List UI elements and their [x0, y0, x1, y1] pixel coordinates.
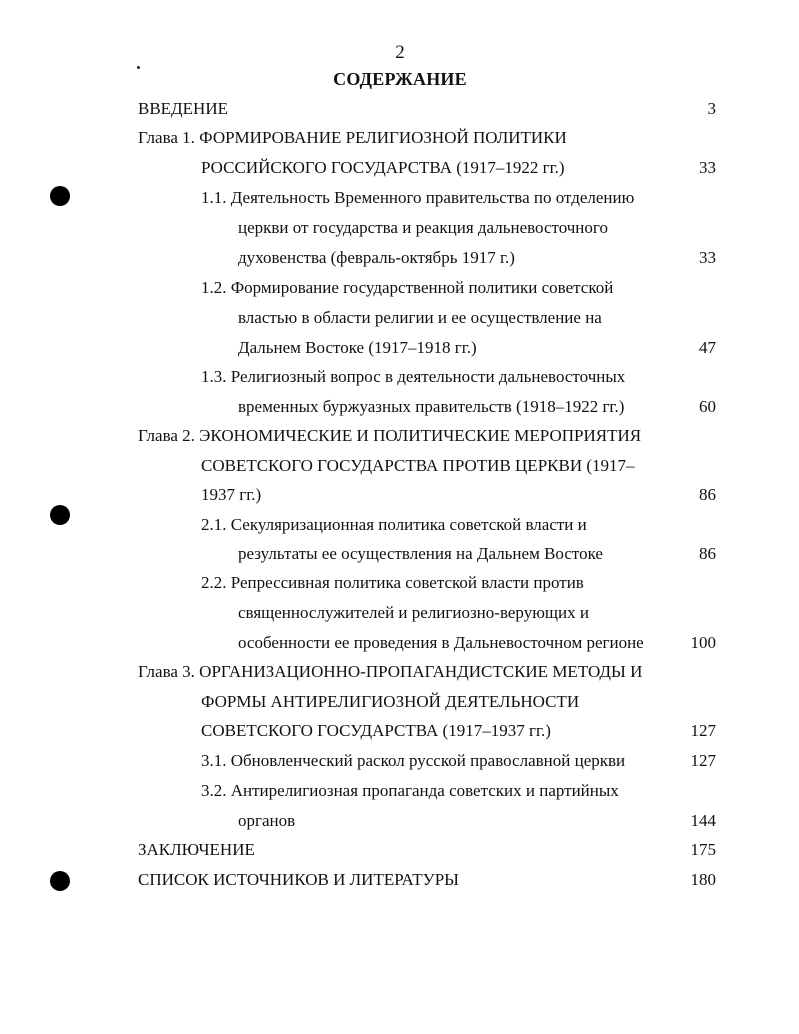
toc-ch2-page: 86 — [699, 485, 716, 504]
punch-hole-bottom — [50, 871, 70, 891]
toc-ch2-line2: СОВЕТСКОГО ГОСУДАРСТВА ПРОТИВ ЦЕРКВИ (1917– — [201, 456, 635, 475]
toc-sources: СПИСОК ИСТОЧНИКОВ И ЛИТЕРАТУРЫ — [138, 870, 459, 889]
toc-conclusion-page: 175 — [690, 840, 716, 859]
toc-1-1-page: 33 — [699, 248, 716, 267]
toc-intro: ВВЕДЕНИЕ — [138, 99, 228, 118]
toc-1-2-line2: властью в области религии и ее осуществление на — [238, 308, 602, 327]
page-number: 2 — [395, 42, 405, 63]
punch-hole-top — [50, 186, 70, 206]
toc-ch3-line3: СОВЕТСКОГО ГОСУДАРСТВА (1917–1937 гг.) — [201, 721, 551, 740]
toc-1-1-line1: 1.1. Деятельность Временного правительства по отделению — [201, 188, 635, 207]
toc-intro-page: 3 — [707, 99, 716, 118]
toc-2-1-line2: результаты ее осуществления на Дальнем Востоке — [238, 544, 603, 563]
toc-2-1-line1: 2.1. Секуляризационная политика советской власти и — [201, 515, 587, 534]
toc-conclusion: ЗАКЛЮЧЕНИЕ — [138, 840, 255, 859]
toc-2-2-page: 100 — [690, 633, 716, 652]
toc-1-3-page: 60 — [699, 397, 716, 416]
toc-1-1-line2: церкви от государства и реакция дальневосточного — [238, 218, 608, 237]
toc-ch3-line1: Глава 3. ОРГАНИЗАЦИОННО-ПРОПАГАНДИСТСКИЕ МЕТОДЫ И — [138, 662, 643, 681]
toc-ch1-line1: Глава 1. ФОРМИРОВАНИЕ РЕЛИГИОЗНОЙ ПОЛИТИКИ — [138, 128, 567, 147]
toc-2-2-line1: 2.2. Репрессивная политика советской власти против — [201, 573, 584, 592]
toc-1-2-page: 47 — [699, 338, 716, 357]
toc-ch2-line1: Глава 2. ЭКОНОМИЧЕСКИЕ И ПОЛИТИЧЕСКИЕ МЕРОПРИЯТИЯ — [138, 426, 642, 445]
toc-2-2-line2: священнослужителей и религиозно-верующих и — [238, 603, 589, 622]
toc-ch3-page: 127 — [690, 721, 716, 740]
toc-sources-page: 180 — [690, 870, 716, 889]
toc-3-2-page: 144 — [690, 811, 716, 830]
toc-1-2-line3: Дальнем Востоке (1917–1918 гг.) — [238, 338, 477, 357]
toc-1-3-line1: 1.3. Религиозный вопрос в деятельности дальневосточных — [201, 367, 626, 386]
scan-speck — [137, 66, 140, 69]
toc-1-1-line3: духовенства (февраль-октябрь 1917 г.) — [238, 248, 515, 267]
page-title: СОДЕРЖАНИЕ — [333, 69, 467, 89]
toc-3-1-line1: 3.1. Обновленческий раскол русской православной церкви — [201, 751, 626, 770]
toc-ch2-line3: 1937 гг.) — [201, 485, 262, 504]
toc-2-2-line3: особенности ее проведения в Дальневосточном регионе — [238, 633, 644, 652]
toc-1-2-line1: 1.2. Формирование государственной политики советской — [201, 278, 614, 297]
toc-ch1-page: 33 — [699, 158, 716, 177]
toc-3-2-line2: органов — [238, 811, 296, 830]
punch-hole-middle — [50, 505, 70, 525]
toc-3-1-page: 127 — [690, 751, 716, 770]
toc-2-1-page: 86 — [699, 544, 716, 563]
toc-ch3-line2: ФОРМЫ АНТИРЕЛИГИОЗНОЙ ДЕЯТЕЛЬНОСТИ — [201, 692, 580, 711]
toc-ch1-line2: РОССИЙСКОГО ГОСУДАРСТВА (1917–1922 гг.) — [201, 158, 565, 177]
toc-1-3-line2: временных буржуазных правительств (1918–1922 гг.) — [238, 397, 625, 416]
toc-3-2-line1: 3.2. Антирелигиозная пропаганда советских и партийных — [201, 781, 619, 800]
